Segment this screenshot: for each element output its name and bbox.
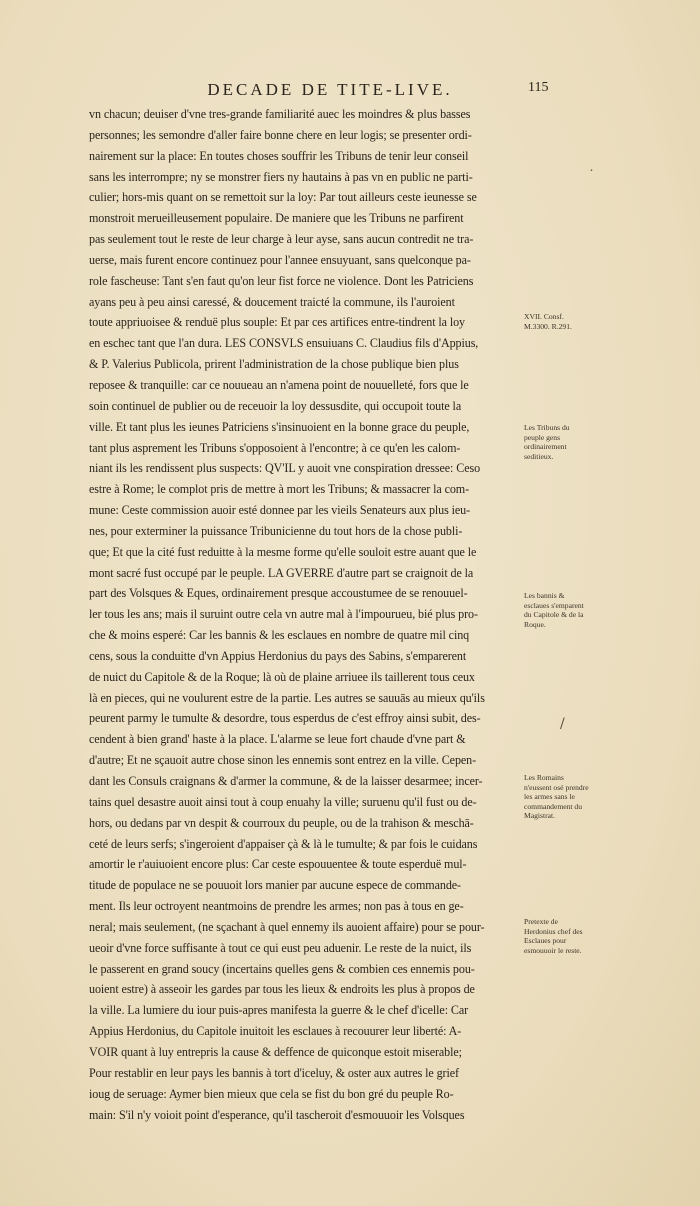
text-line: mont sacré fust occupé par le peuple. LA GVERRE d'autre part se craignoit de la: [89, 565, 474, 580]
text-line: ville. Et tant plus les ieunes Patriciens s'insinuoient en la bonne grace du peuple,: [89, 419, 470, 434]
text-line: tains quel desastre auoit ainsi tout à coup enuahy la ville; suruenu qu'il fust ou de-: [89, 794, 477, 809]
text-line: Pour restablir en leur pays les bannis à tort d'iceluy, & oster aux autres le grief: [89, 1065, 459, 1080]
text-line: en eschec tant que l'an dura. LES CONSVLS ensuiuans C. Claudius fils d'Appius,: [89, 336, 479, 351]
text-line: reposee & tranquille: car ce nouueau an n'amena point de nouuelleté, fors que le: [89, 377, 469, 392]
text-line: uerse, mais furent encore continuez pour l'annee ensuyuant, sans quelconque pa-: [89, 252, 471, 267]
text-line: mune: Ceste commission auoir esté donnee par les vieils Senateurs aux plus ieu-: [89, 503, 471, 518]
page-number: 115: [528, 80, 549, 95]
main-text-block: [89, 104, 519, 1125]
text-line: que; Et que la cité fust reduitte à la mesme forme qu'elle souloit estre auant que le: [89, 544, 477, 559]
text-line: niant ils les rendissent plus suspects: QV'IL y auoit vne conspiration dressee: Ceso: [89, 461, 481, 476]
text-line: role fascheuse: Tant s'en faut qu'on leur fist force ne violence. Dont les Patriciens: [89, 273, 474, 288]
text-line: nes, pour exterminer la puissance Tribunicienne du tout hors de la chose publi-: [89, 523, 463, 538]
margin-note-tribuns: Les Tribuns du peuple gens ordinairement seditieux.: [524, 423, 570, 461]
text-line: tant plus asprement les Tribuns s'opposoient à l'encontre; à ce qu'en les calom-: [89, 440, 461, 455]
text-line: hors, ou dedans par vn despit & courroux du peuple, ou de la trahison & meschā-: [89, 815, 474, 830]
text-line: monstroit merueilleusement populaire. De maniere que les Tribuns ne parfirent: [89, 211, 464, 226]
text-line: VOIR quant à luy entrepris la cause & deffence de quiconque estoit miserable;: [89, 1044, 462, 1059]
margin-note-pretexte: Pretexte de Herdonius chef des Esclaues pour esmouuoir le reste.: [524, 917, 583, 955]
text-line: toute appriuoisee & renduë plus souple: Et par ces artifices entre-tindrent la loy: [89, 315, 465, 330]
text-line: titude de populace ne se pouuoit lors manier par aucune espece de commande-: [89, 878, 461, 893]
text-line: d'autre; Et ne sçauoit autre chose sinon les ennemis sont entrez en la ville. Cepen-: [89, 753, 477, 768]
text-line: soin continuel de publier ou de receuoir la loy dessusdite, qui occupoit toute la: [89, 398, 462, 413]
margin-note-consuls: XVII. Consf. M.3300. R.291.: [524, 312, 572, 331]
text-line: ioug de seruage: Aymer bien mieux que cela se fist du bon gré du peuple Ro-: [89, 1086, 454, 1101]
text-line: main: S'il n'y voioit point d'esperance, qu'il tascheroit d'esmouuoir les Volsques: [89, 1107, 465, 1122]
text-line: la ville. La lumiere du iour puis-apres manifesta la guerre & le chef d'icelle: Car: [89, 1003, 469, 1018]
text-line: nairement sur la place: En toutes choses souffrir les Tribuns de tenir leur conseil: [89, 148, 469, 163]
text-line: part des Volsques & Eques, ordinairement presque accoustumee de se renouuel-: [89, 586, 468, 601]
text-line: culier; hors-mis quant on se remettoit sur la loy: Par tout ailleurs ceste ieunesse se: [89, 190, 477, 205]
text-line: personnes; les semondre d'aller faire bonne chere en leur logis; se presenter ordi-: [89, 127, 472, 142]
text-line: & P. Valerius Publicola, prirent l'administration de la chose publique bien plus: [89, 357, 459, 372]
text-line: pas seulement tout le reste de leur charge à leur ayse, sans aucun contredit ne tra-: [89, 232, 474, 247]
text-line: uoient estre) à asseoir les gardes par tous les lieux & endroits les plus à propos de: [89, 982, 475, 997]
text-line: ueoir d'vne force suffisante à tout ce qui eust peu aduenir. Le reste de la nuict, ils: [89, 940, 472, 955]
margin-note-romains: Les Romains n'eussent osé prendre les armes sans le commandement du Magistrat.: [524, 773, 589, 821]
text-line: ceté de leurs serfs; s'ingeroient d'appaiser çà & là le tumulte; & par fois le cuidans: [89, 836, 478, 851]
text-line: neral; mais seulement, (ne sçachant à quel ennemy ils auoient affaire) pour se pour-: [89, 919, 485, 934]
text-line: estre à Rome; le complot pris de mettre à mort les Tribuns; & massacrer la com-: [89, 482, 470, 497]
text-line: là en pieces, qui ne voulurent estre de la partie. Les autres se sauuās au mieux qu'ils: [89, 690, 485, 705]
text-line: ayans peu à peu ainsi caressé, & doucement traicté la commune, ils l'auroient: [89, 294, 455, 309]
margin-mark: /: [560, 716, 565, 732]
text-line: amortir le r'auiuoient encore plus: Car ceste espouuentee & toute esperduë mul-: [89, 857, 467, 872]
text-line: ment. Ils leur octroyent neantmoins de prendre les armes; non pas à tous en ge-: [89, 899, 464, 914]
text-line: che & moins esperé: Car les bannis & les esclaues en nombre de quatre mil cinq: [89, 628, 470, 643]
margin-mark: ˙: [588, 168, 595, 184]
text-line: cendent à bien grand' haste à la place. L'alarme se leue fort chaude d'vne part &: [89, 732, 466, 747]
text-line: le passerent en grand soucy (incertains quelles gens & combien ces ennemis pou-: [89, 961, 475, 976]
text-line: peurent parmy le tumulte & desordre, tous esperdus de c'est effroy ainsi subit, des-: [89, 711, 481, 726]
running-header: DECADE DE TITE-LIVE.: [207, 80, 453, 99]
text-line: sans les interrompre; ny se monstrer fiers ny hautains à pas vn en public ne parti-: [89, 169, 473, 184]
text-line: de nuict du Capitole & de la Roque; là où de plaine arriuee ils taillerent tous ceux: [89, 669, 475, 684]
text-line: Appius Herdonius, du Capitole inuitoit les esclaues à recouurer leur liberté: A-: [89, 1024, 462, 1039]
text-line: vn chacun; deuiser d'vne tres-grande familiarité auec les moindres & plus basses: [89, 107, 471, 121]
text-line: dant les Consuls craignans & d'armer la commune, & de la laisser desarmee; incer-: [89, 774, 483, 788]
margin-note-bannis: Les bannis & esclaues s'emparent du Capitole & de la Roque.: [524, 591, 584, 629]
text-line: ler tous les ans; mais il suruint outre cela vn autre mal à l'impourueu, bié plus pro-: [89, 607, 478, 622]
text-line: cens, sous la conduitte d'vn Appius Herdonius du pays des Sabins, s'emparerent: [89, 648, 467, 663]
